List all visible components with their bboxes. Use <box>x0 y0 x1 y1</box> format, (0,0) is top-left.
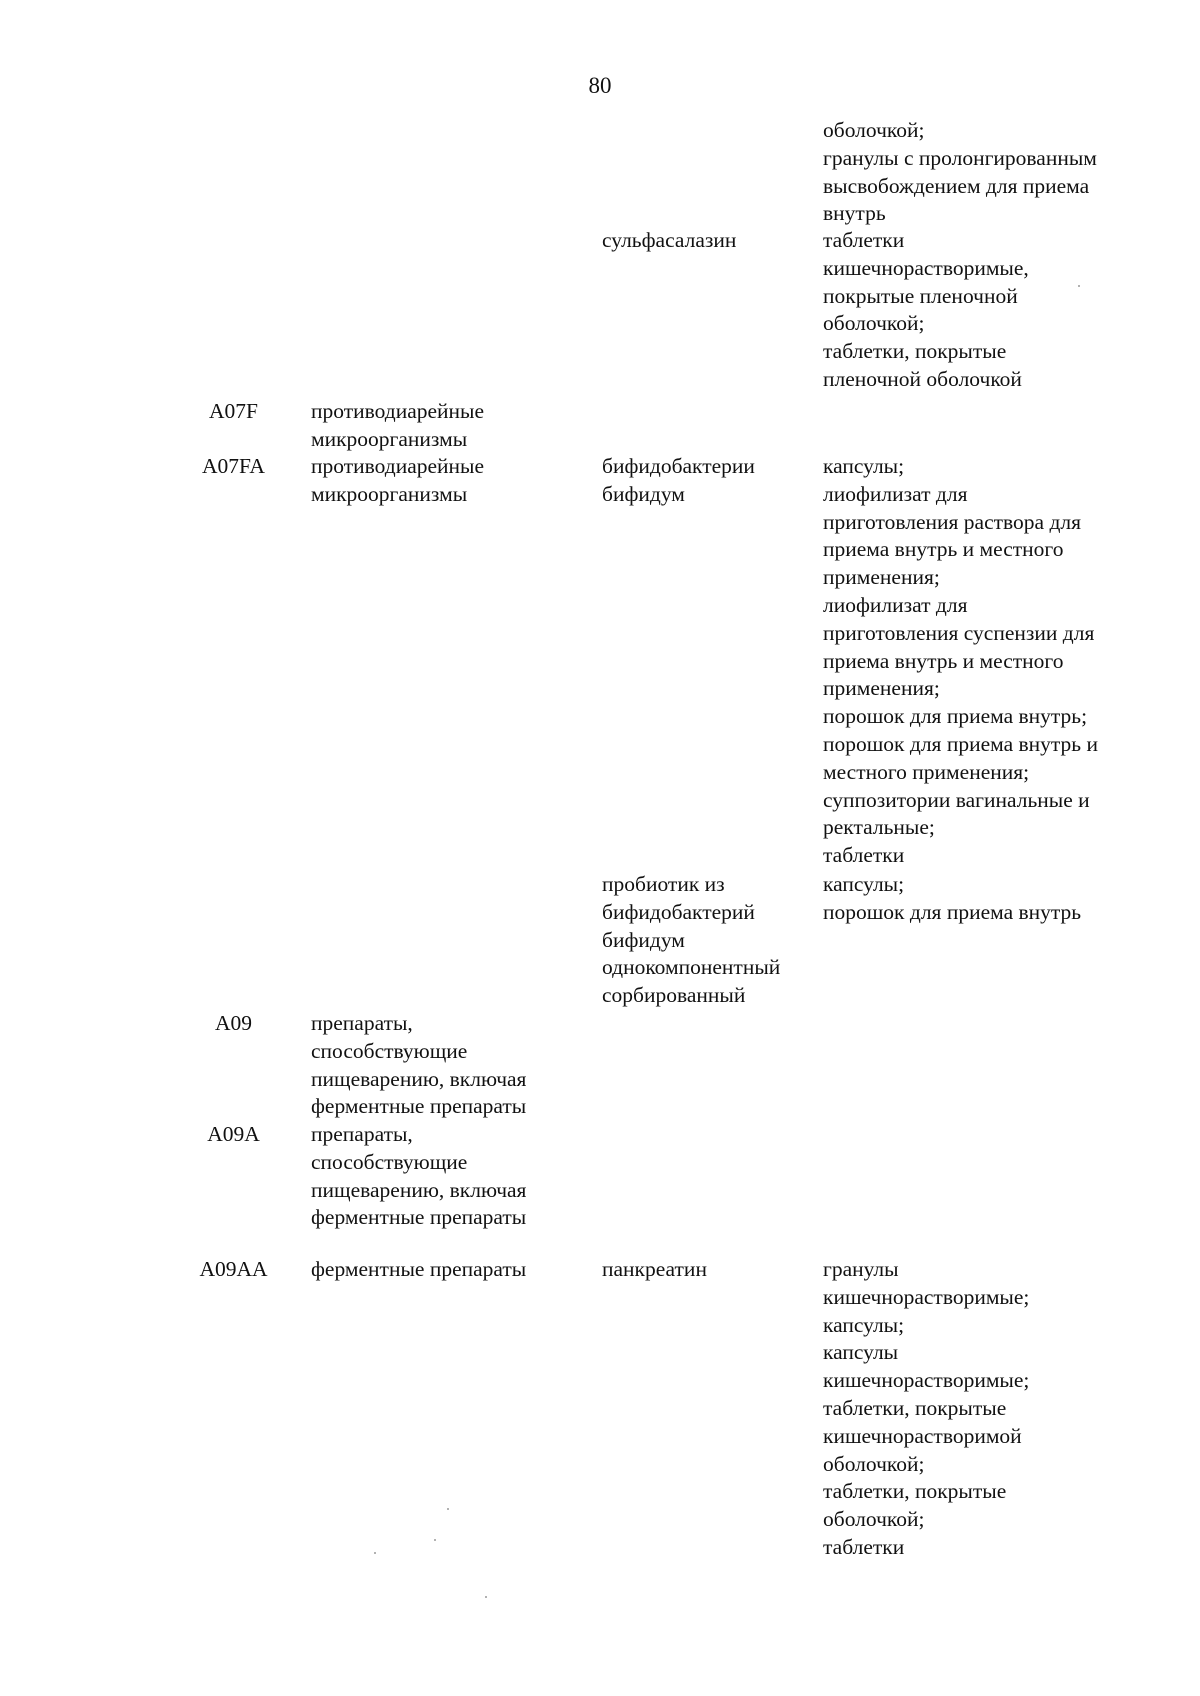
text-line: микроорганизмы <box>311 426 468 451</box>
text-line: кишечнорастворимые, <box>823 255 1029 280</box>
text-line: панкреатин <box>602 1257 707 1281</box>
text-line: гранулы с пролонгированным <box>823 145 1097 170</box>
text-line: пищеварению, включая <box>311 1177 527 1202</box>
text-line: порошок для приема внутрь; <box>823 704 1088 729</box>
text-line: бифидум <box>602 927 685 952</box>
text-line: порошок для приема внутрь и <box>823 731 1098 756</box>
atc-group-a07f <box>311 398 601 454</box>
text-line: бифидум <box>602 481 685 506</box>
scan-speck <box>485 1596 487 1598</box>
text-line: суппозитории вагинальные и <box>823 787 1090 812</box>
text-line: применения; <box>823 676 940 701</box>
text-line: приготовления суспензии для <box>823 620 1095 645</box>
text-line: пленочной оболочкой <box>823 366 1022 391</box>
page-number: 80 <box>588 73 612 98</box>
text-line: таблетки, покрытые <box>823 1395 1007 1420</box>
dosage-forms-sulfasalazine <box>823 227 1163 394</box>
text-line: оболочкой; <box>823 1451 925 1476</box>
dosage-forms-bifidobacteria <box>823 453 1163 870</box>
atc-code-a07f <box>186 398 281 426</box>
text-line: местного применения; <box>823 759 1030 784</box>
text-line: приема внутрь и местного <box>823 648 1064 673</box>
text-line: оболочкой; <box>823 118 925 142</box>
text-line: сульфасалазин <box>602 228 737 252</box>
text-line: оболочкой; <box>823 311 925 336</box>
text-line: бифидобактерии <box>602 454 755 478</box>
text-line: приготовления раствора для <box>823 509 1081 534</box>
text-line: противодиарейные <box>311 454 485 478</box>
text-line: микроорганизмы <box>311 481 468 506</box>
dosage-forms-continued <box>823 117 1163 228</box>
text-line: капсулы; <box>823 1312 905 1337</box>
text-line: A09AA <box>199 1257 268 1281</box>
text-line: препараты, <box>311 1011 413 1035</box>
text-line: ферментные препараты <box>311 1257 527 1281</box>
text-line: таблетки <box>823 228 905 252</box>
drug-name-pancreatin <box>602 1256 817 1284</box>
text-line: способствующие <box>311 1038 468 1063</box>
text-line: высвобождением для приема <box>823 173 1090 198</box>
text-line: пробиотик из <box>602 872 725 896</box>
text-line: A09A <box>207 1122 260 1146</box>
text-line: кишечнорастворимые; <box>823 1368 1030 1393</box>
text-line: применения; <box>823 565 940 590</box>
text-line: сорбированный <box>602 983 746 1008</box>
text-line: противодиарейные <box>311 399 485 423</box>
drug-name-probiotic <box>602 871 817 1010</box>
text-line: лиофилизат для <box>823 481 968 506</box>
text-line: A07FA <box>202 454 265 478</box>
text-line: кишечнорастворимой <box>823 1423 1022 1448</box>
dosage-forms-pancreatin <box>823 1256 1163 1562</box>
text-line: гранулы <box>823 1257 899 1281</box>
text-line: A09 <box>214 1011 253 1035</box>
text-line: таблетки <box>823 843 905 868</box>
atc-code-a09a <box>186 1121 281 1149</box>
drug-name-sulfasalazine <box>602 227 817 255</box>
text-line: однокомпонентный <box>602 955 781 980</box>
scan-speck <box>434 1539 436 1541</box>
atc-code-a09aa <box>186 1256 281 1284</box>
scan-speck <box>447 1508 449 1510</box>
text-line: приема внутрь и местного <box>823 537 1064 562</box>
text-line: ферментные препараты <box>311 1205 527 1230</box>
text-line: таблетки, покрытые <box>823 1479 1007 1504</box>
atc-group-a09aa <box>311 1256 601 1284</box>
atc-group-a09 <box>311 1010 601 1121</box>
text-line: препараты, <box>311 1122 413 1146</box>
atc-code-a09 <box>186 1010 281 1038</box>
text-line: способствующие <box>311 1149 468 1174</box>
text-line: кишечнорастворимые; <box>823 1284 1030 1309</box>
text-line: внутрь <box>823 201 886 226</box>
scan-speck <box>374 1552 376 1554</box>
text-line: капсулы <box>823 1340 899 1365</box>
scan-speck <box>1078 285 1080 287</box>
dosage-forms-probiotic <box>823 871 1163 927</box>
text-line: капсулы; <box>823 454 905 478</box>
text-line: A07F <box>209 399 258 423</box>
text-line: пищеварению, включая <box>311 1066 527 1091</box>
text-line: покрытые пленочной <box>823 283 1018 308</box>
text-line: таблетки, покрытые <box>823 339 1007 364</box>
text-line: лиофилизат для <box>823 592 968 617</box>
atc-group-a09a <box>311 1121 601 1232</box>
text-line: порошок для приема внутрь <box>823 899 1082 924</box>
text-line: капсулы; <box>823 872 905 896</box>
text-line: ферментные препараты <box>311 1094 527 1119</box>
atc-code-a07fa <box>186 453 281 481</box>
text-line: таблетки <box>823 1534 905 1559</box>
drug-name-bifidobacteria <box>602 453 817 509</box>
text-line: оболочкой; <box>823 1507 925 1532</box>
atc-group-a07fa <box>311 453 601 509</box>
text-line: бифидобактерий <box>602 899 755 924</box>
text-line: ректальные; <box>823 815 935 840</box>
